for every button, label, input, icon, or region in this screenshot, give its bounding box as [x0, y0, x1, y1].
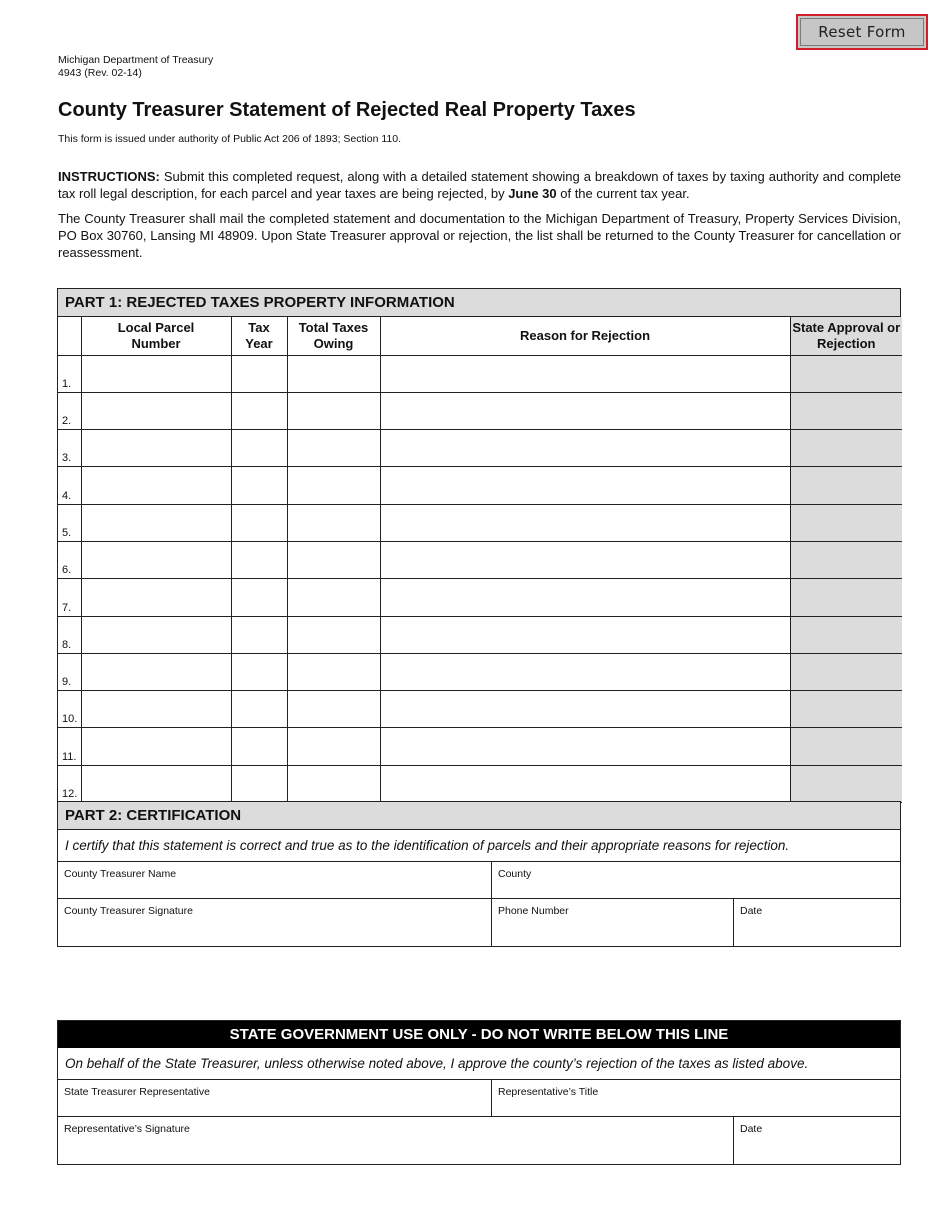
- treasurer-signature-field[interactable]: [58, 899, 492, 946]
- field-row: [58, 899, 900, 946]
- row-number: 9.: [58, 653, 81, 690]
- parcel-number-input[interactable]: [81, 392, 231, 429]
- parcel-number-input[interactable]: [81, 579, 231, 616]
- tax-year-input[interactable]: [231, 691, 287, 728]
- tax-year-input[interactable]: [231, 765, 287, 802]
- instructions-paragraph: [58, 168, 901, 202]
- row-number: 7.: [58, 579, 81, 616]
- reason-input[interactable]: [380, 467, 790, 504]
- table-row: [58, 467, 902, 504]
- table-row: [58, 653, 902, 690]
- representative-title-label: Representative’s Title: [498, 1086, 599, 1098]
- total-taxes-owing-input[interactable]: [287, 467, 380, 504]
- parcel-number-header: Local Parcel Number: [81, 317, 231, 355]
- total-taxes-owing-input[interactable]: [287, 579, 380, 616]
- treasurer-name-field[interactable]: [58, 862, 492, 898]
- representative-title-field[interactable]: [492, 1080, 900, 1116]
- instructions-text-2: of the current tax year.: [556, 186, 690, 201]
- total-taxes-owing-input[interactable]: [287, 430, 380, 467]
- table-row: [58, 616, 902, 653]
- state-date-label: Date: [740, 1123, 763, 1135]
- mailing-instructions: The County Treasurer shall mail the completed statement and documentation to the Michigan Department of Treasury, Property Services Division, PO Box 30760, Lansing MI 48909. Upon State Treasurer approval or rejection, the list shall be returned to the County Treasurer for cancellation or reassessment.: [58, 211, 901, 260]
- reason-input[interactable]: [380, 392, 790, 429]
- parcel-number-input[interactable]: [81, 467, 231, 504]
- total-taxes-owing-input[interactable]: [287, 504, 380, 541]
- parcel-number-input[interactable]: [81, 616, 231, 653]
- table-row: [58, 728, 902, 765]
- state-approval-cell: [790, 504, 902, 541]
- reason-input[interactable]: [380, 765, 790, 802]
- representative-signature-field[interactable]: [58, 1117, 734, 1164]
- county-label: County: [498, 868, 532, 880]
- state-approval-statement: On behalf of the State Treasurer, unless otherwise noted above, I approve the county’s rejection of the taxes as listed above.: [58, 1048, 900, 1080]
- row-number: 11.: [58, 728, 81, 765]
- reason-input[interactable]: [380, 579, 790, 616]
- phone-number-field[interactable]: [492, 899, 734, 946]
- state-approval-cell: [790, 579, 902, 616]
- tax-year-input[interactable]: [231, 392, 287, 429]
- tax-year-input[interactable]: [231, 653, 287, 690]
- table-row: [58, 430, 902, 467]
- total-taxes-owing-input[interactable]: [287, 728, 380, 765]
- row-number-header: [58, 317, 81, 355]
- reason-input[interactable]: [380, 504, 790, 541]
- tax-year-input[interactable]: [231, 430, 287, 467]
- total-taxes-owing-input[interactable]: [287, 355, 380, 392]
- row-number: 5.: [58, 504, 81, 541]
- tax-year-input[interactable]: [231, 616, 287, 653]
- reason-input[interactable]: [380, 355, 790, 392]
- treasurer-signature-label: County Treasurer Signature: [64, 905, 193, 917]
- table-row: [58, 541, 902, 578]
- form-number: 4943 (Rev. 02-14): [58, 67, 142, 79]
- row-number: 6.: [58, 541, 81, 578]
- row-number: 10.: [58, 691, 81, 728]
- field-row: [58, 1117, 900, 1164]
- state-approval-cell: [790, 616, 902, 653]
- instructions-deadline: June 30: [508, 186, 557, 201]
- state-approval-cell: [790, 355, 902, 392]
- parcel-number-input[interactable]: [81, 430, 231, 467]
- treasurer-name-label: County Treasurer Name: [64, 868, 177, 880]
- tax-year-input[interactable]: [231, 579, 287, 616]
- table-header-row: [58, 317, 902, 355]
- field-row: [58, 862, 900, 899]
- tax-year-input[interactable]: [231, 355, 287, 392]
- state-use-section: [57, 1020, 901, 1165]
- reason-input[interactable]: [380, 430, 790, 467]
- tax-year-input[interactable]: [231, 728, 287, 765]
- row-number: 3.: [58, 430, 81, 467]
- parcel-number-input[interactable]: [81, 728, 231, 765]
- total-taxes-owing-input[interactable]: [287, 765, 380, 802]
- phone-number-label: Phone Number: [498, 905, 569, 917]
- tax-year-input[interactable]: [231, 467, 287, 504]
- parcel-number-input[interactable]: [81, 541, 231, 578]
- parcel-number-input[interactable]: [81, 691, 231, 728]
- representative-signature-label: Representative’s Signature: [64, 1123, 190, 1135]
- row-number: 1.: [58, 355, 81, 392]
- part2-section: [57, 801, 901, 947]
- total-taxes-owing-input[interactable]: [287, 392, 380, 429]
- page-title: County Treasurer Statement of Rejected Real Property Taxes: [58, 99, 636, 121]
- county-field[interactable]: [492, 862, 900, 898]
- reason-input[interactable]: [380, 728, 790, 765]
- parcel-number-input[interactable]: [81, 355, 231, 392]
- reason-input[interactable]: [380, 541, 790, 578]
- total-taxes-owing-input[interactable]: [287, 691, 380, 728]
- state-date-field[interactable]: [734, 1117, 900, 1164]
- state-representative-label: State Treasurer Representative: [64, 1086, 210, 1098]
- row-number: 2.: [58, 392, 81, 429]
- part1-heading: PART 1: REJECTED TAXES PROPERTY INFORMATION: [58, 289, 900, 317]
- total-taxes-owing-input[interactable]: [287, 541, 380, 578]
- authority-note: This form is issued under authority of Public Act 206 of 1893; Section 110.: [58, 133, 401, 145]
- total-taxes-owing-header: Total Taxes Owing: [287, 317, 380, 355]
- total-taxes-owing-input[interactable]: [287, 616, 380, 653]
- state-use-heading: STATE GOVERNMENT USE ONLY - DO NOT WRITE BELOW THIS LINE: [58, 1021, 900, 1048]
- instructions-label: INSTRUCTIONS:: [58, 169, 160, 184]
- state-representative-field[interactable]: [58, 1080, 492, 1116]
- reset-form-label[interactable]: Reset Form: [800, 18, 924, 46]
- table-row: [58, 504, 902, 541]
- table-row: [58, 579, 902, 616]
- certification-statement: I certify that this statement is correct and true as to the identification of parcels and their appropriate reasons for rejection.: [58, 830, 900, 862]
- state-approval-cell: [790, 392, 902, 429]
- tax-year-input[interactable]: [231, 504, 287, 541]
- table-row: [58, 392, 902, 429]
- rejected-taxes-table: [58, 317, 902, 803]
- row-number: 4.: [58, 467, 81, 504]
- table-row: [58, 691, 902, 728]
- table-row: [58, 355, 902, 392]
- state-approval-cell: [790, 430, 902, 467]
- parcel-number-input[interactable]: [81, 765, 231, 802]
- tax-year-input[interactable]: [231, 541, 287, 578]
- part1-section: [57, 288, 901, 804]
- part2-heading: PART 2: CERTIFICATION: [58, 802, 900, 830]
- reset-form-button[interactable]: [796, 14, 928, 50]
- date-field[interactable]: [734, 899, 900, 946]
- state-approval-cell: [790, 765, 902, 802]
- date-label: Date: [740, 905, 763, 917]
- parcel-number-input[interactable]: [81, 504, 231, 541]
- instructions-text-1: Submit this completed request, along with a detailed statement showing a breakdown of taxes by taxing authority and complete tax roll legal description, for each parcel and year taxes are being rejected, by: [58, 169, 901, 201]
- reason-header: Reason for Rejection: [380, 317, 790, 355]
- state-approval-cell: [790, 728, 902, 765]
- state-approval-cell: [790, 541, 902, 578]
- field-row: [58, 1080, 900, 1117]
- reason-input[interactable]: [380, 691, 790, 728]
- row-number: 12.: [58, 765, 81, 802]
- tax-year-header: Tax Year: [231, 317, 287, 355]
- state-approval-cell: [790, 467, 902, 504]
- state-approval-cell: [790, 653, 902, 690]
- total-taxes-owing-input[interactable]: [287, 653, 380, 690]
- department-name: Michigan Department of Treasury: [58, 54, 214, 66]
- row-number: 8.: [58, 616, 81, 653]
- reason-input[interactable]: [380, 616, 790, 653]
- state-approval-cell: [790, 691, 902, 728]
- table-row: [58, 765, 902, 802]
- reason-input[interactable]: [380, 653, 790, 690]
- state-approval-header: State Approval or Rejection: [790, 317, 902, 355]
- parcel-number-input[interactable]: [81, 653, 231, 690]
